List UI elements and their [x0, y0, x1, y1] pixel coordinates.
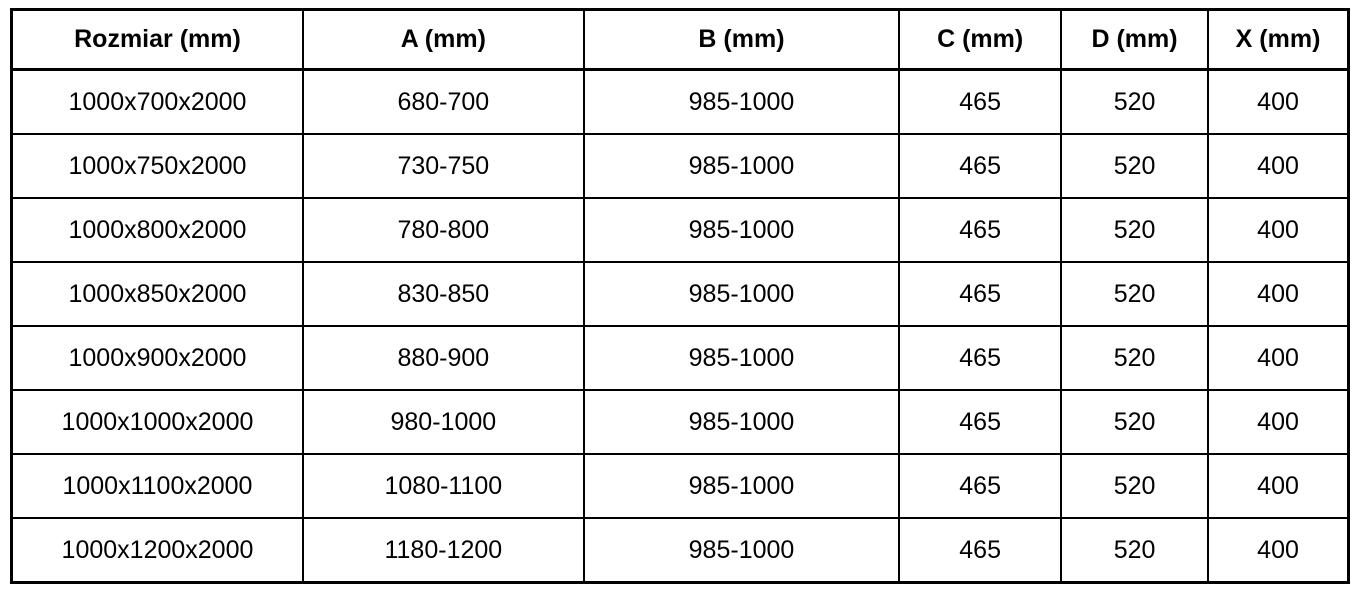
table-body	[12, 70, 1349, 583]
table-cell: 1000x900x2000	[12, 326, 303, 390]
table-row	[12, 70, 1349, 135]
table-cell: 985-1000	[584, 518, 900, 583]
table-cell: 520	[1061, 454, 1208, 518]
table-cell: 400	[1208, 70, 1348, 135]
table-row	[12, 134, 1349, 198]
table-cell: 680-700	[303, 70, 584, 135]
table-row	[12, 262, 1349, 326]
table-cell: 400	[1208, 262, 1348, 326]
table-cell: 465	[899, 70, 1061, 135]
table-cell: 880-900	[303, 326, 584, 390]
table-cell: 465	[899, 326, 1061, 390]
table-cell: 985-1000	[584, 390, 900, 454]
table-cell: 520	[1061, 390, 1208, 454]
table-cell: 1000x750x2000	[12, 134, 303, 198]
table-cell: 400	[1208, 326, 1348, 390]
table-cell: 980-1000	[303, 390, 584, 454]
table-cell: 985-1000	[584, 454, 900, 518]
table-cell: 985-1000	[584, 326, 900, 390]
table-cell: 1000x1200x2000	[12, 518, 303, 583]
table-cell: 465	[899, 390, 1061, 454]
table-row	[12, 518, 1349, 583]
table-cell: 1000x800x2000	[12, 198, 303, 262]
table-cell: 520	[1061, 134, 1208, 198]
table-cell: 1000x1100x2000	[12, 454, 303, 518]
table-cell: 465	[899, 134, 1061, 198]
column-header: A (mm)	[303, 10, 584, 70]
column-header: D (mm)	[1061, 10, 1208, 70]
column-header: Rozmiar (mm)	[12, 10, 303, 70]
table-cell: 1000x700x2000	[12, 70, 303, 135]
table-cell: 1000x1000x2000	[12, 390, 303, 454]
column-header: B (mm)	[584, 10, 900, 70]
table-cell: 985-1000	[584, 70, 900, 135]
table-cell: 1000x850x2000	[12, 262, 303, 326]
table-cell: 780-800	[303, 198, 584, 262]
table-cell: 985-1000	[584, 134, 900, 198]
table-cell: 400	[1208, 134, 1348, 198]
table-row	[12, 198, 1349, 262]
table-cell: 465	[899, 518, 1061, 583]
column-header: X (mm)	[1208, 10, 1348, 70]
table-cell: 985-1000	[584, 198, 900, 262]
column-header: C (mm)	[899, 10, 1061, 70]
table-cell: 1180-1200	[303, 518, 584, 583]
table-cell: 465	[899, 198, 1061, 262]
table-cell: 520	[1061, 70, 1208, 135]
table-cell: 1080-1100	[303, 454, 584, 518]
header-row	[12, 10, 1349, 70]
table-cell: 520	[1061, 198, 1208, 262]
table-row	[12, 326, 1349, 390]
table-cell: 400	[1208, 454, 1348, 518]
table-cell: 465	[899, 454, 1061, 518]
table-row	[12, 454, 1349, 518]
table-cell: 400	[1208, 518, 1348, 583]
table-cell: 985-1000	[584, 262, 900, 326]
table-cell: 400	[1208, 390, 1348, 454]
table-cell: 520	[1061, 262, 1208, 326]
table-cell: 520	[1061, 326, 1208, 390]
table-row	[12, 390, 1349, 454]
table-cell: 465	[899, 262, 1061, 326]
table-cell: 520	[1061, 518, 1208, 583]
table-cell: 400	[1208, 198, 1348, 262]
table-cell: 730-750	[303, 134, 584, 198]
dimensions-table	[10, 8, 1350, 584]
table-cell: 830-850	[303, 262, 584, 326]
